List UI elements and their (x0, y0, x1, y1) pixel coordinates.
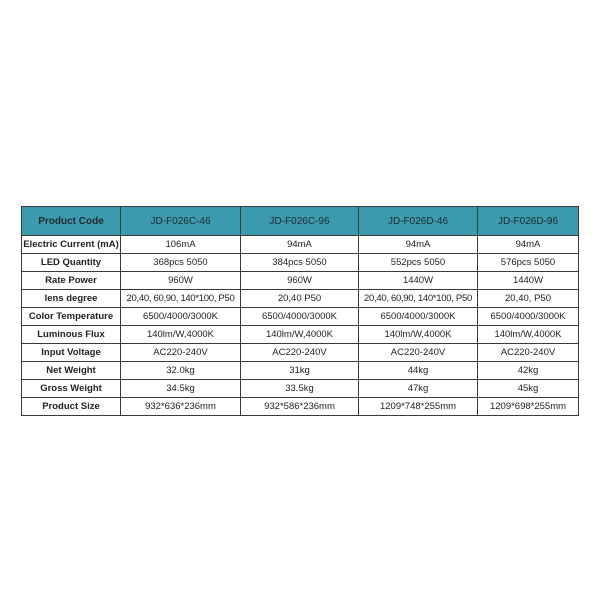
row-label: Gross Weight (22, 380, 121, 398)
table-cell: 140lm/W,4000K (241, 326, 359, 344)
table-cell: 20,40, 60,90, 140*100, P50 (121, 290, 241, 308)
table-cell: 33.5kg (241, 380, 359, 398)
row-label: Color Temperature (22, 308, 121, 326)
table-cell: AC220-240V (359, 344, 478, 362)
spec-table (21, 206, 579, 416)
header-cell-model: JD-F026C-46 (121, 207, 241, 236)
table-row (22, 290, 579, 308)
row-label: Product Size (22, 398, 121, 416)
spec-table-body (22, 236, 579, 416)
table-cell: 1440W (478, 272, 579, 290)
row-label: Net Weight (22, 362, 121, 380)
table-cell: 384pcs 5050 (241, 254, 359, 272)
table-cell: 106mA (121, 236, 241, 254)
table-cell: 576pcs 5050 (478, 254, 579, 272)
header-cell-model: JD-F026D-96 (478, 207, 579, 236)
header-cell-product-code: Product Code (22, 207, 121, 236)
table-row (22, 308, 579, 326)
table-row (22, 326, 579, 344)
table-row (22, 344, 579, 362)
table-cell: 34.5kg (121, 380, 241, 398)
table-cell: 960W (241, 272, 359, 290)
table-cell: AC220-240V (121, 344, 241, 362)
table-cell: 94mA (478, 236, 579, 254)
row-label: Electric Current (mA) (22, 236, 121, 254)
table-cell: 140lm/W,4000K (121, 326, 241, 344)
table-cell: 45kg (478, 380, 579, 398)
table-cell: 6500/4000/3000K (478, 308, 579, 326)
table-cell: 140lm/W,4000K (359, 326, 478, 344)
table-cell: 32.0kg (121, 362, 241, 380)
table-cell: 20,40 P50 (241, 290, 359, 308)
table-cell: 20,40, P50 (478, 290, 579, 308)
table-cell: 94mA (241, 236, 359, 254)
row-label: Input Voltage (22, 344, 121, 362)
table-cell: 368pcs 5050 (121, 254, 241, 272)
row-label: Luminous Flux (22, 326, 121, 344)
table-cell: 6500/4000/3000K (241, 308, 359, 326)
header-cell-model: JD-F026C-96 (241, 207, 359, 236)
table-row (22, 398, 579, 416)
table-cell: 932*586*236mm (241, 398, 359, 416)
table-cell: 6500/4000/3000K (121, 308, 241, 326)
row-label: lens degree (22, 290, 121, 308)
table-cell: 20,40, 60,90, 140*100, P50 (359, 290, 478, 308)
table-cell: 932*636*236mm (121, 398, 241, 416)
table-cell: AC220-240V (241, 344, 359, 362)
table-cell: 140lm/W,4000K (478, 326, 579, 344)
table-cell: 47kg (359, 380, 478, 398)
table-cell: 960W (121, 272, 241, 290)
row-label: LED Quantity (22, 254, 121, 272)
table-cell: 94mA (359, 236, 478, 254)
table-row (22, 380, 579, 398)
table-cell: 1440W (359, 272, 478, 290)
table-cell: 552pcs 5050 (359, 254, 478, 272)
table-cell: 6500/4000/3000K (359, 308, 478, 326)
table-cell: 1209*698*255mm (478, 398, 579, 416)
table-cell: 1209*748*255mm (359, 398, 478, 416)
table-cell: 31kg (241, 362, 359, 380)
row-label: Rate Power (22, 272, 121, 290)
header-row (22, 207, 579, 236)
table-cell: 42kg (478, 362, 579, 380)
table-cell: AC220-240V (478, 344, 579, 362)
table-row (22, 236, 579, 254)
table-row (22, 272, 579, 290)
table-row (22, 254, 579, 272)
header-cell-model: JD-F026D-46 (359, 207, 478, 236)
table-cell: 44kg (359, 362, 478, 380)
table-row (22, 362, 579, 380)
